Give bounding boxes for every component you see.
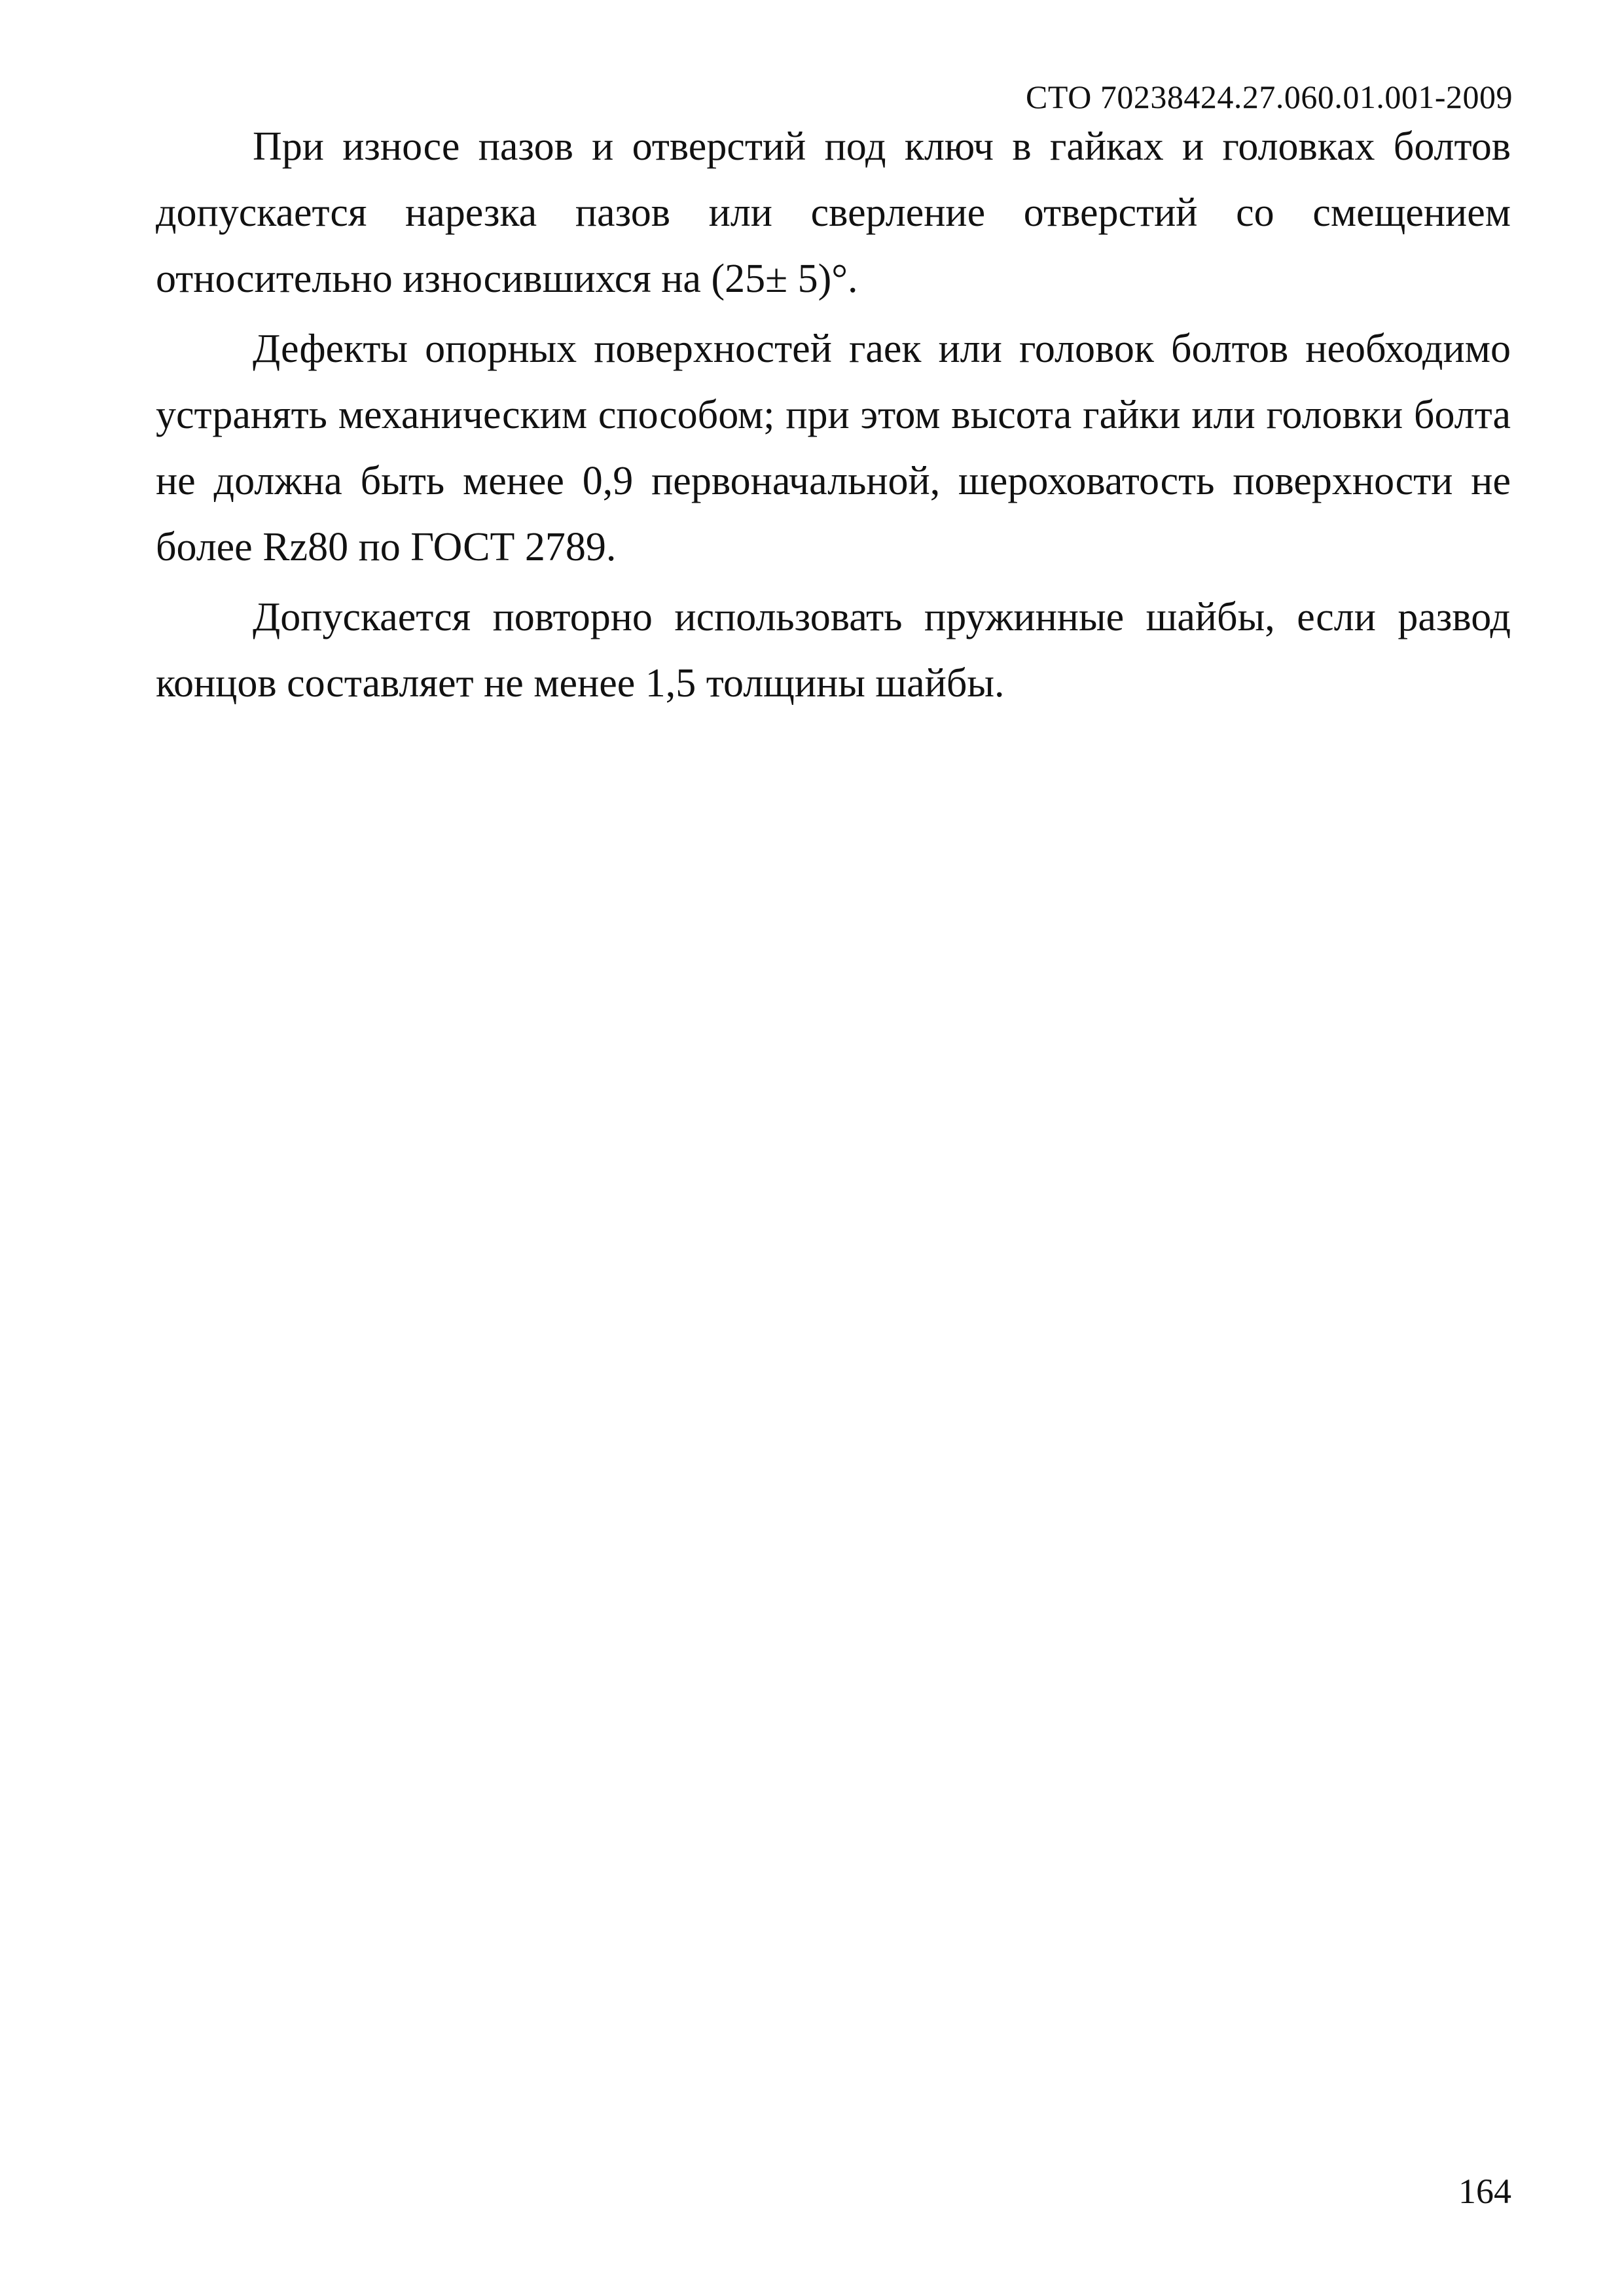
paragraph-bearing-surface-defects: Дефекты опорных поверхностей гаек или головок болтов необходимо устранять механическим способом; при этом высота гайки или головки болта не должна быть менее 0,9 первоначальной, шероховатость поверхности не более Rz80 по ГОСТ 2789. (156, 327, 1511, 569)
paragraph-wear-of-slots: При износе пазов и отверстий под ключ в гайках и головках болтов допускается нарезка пазов или сверление отверстий со смещением относительно износившихся на (25± 5)°. (156, 124, 1511, 301)
page-body (156, 114, 1511, 717)
page-number: 164 (1458, 2172, 1511, 2211)
paragraph-spring-washers: Допускается повторно использовать пружинные шайбы, если развод концов составляет не менее 1,5 толщины шайбы. (156, 595, 1511, 706)
document-code-header: СТО 70238424.27.060.01.001-2009 (1026, 79, 1513, 115)
